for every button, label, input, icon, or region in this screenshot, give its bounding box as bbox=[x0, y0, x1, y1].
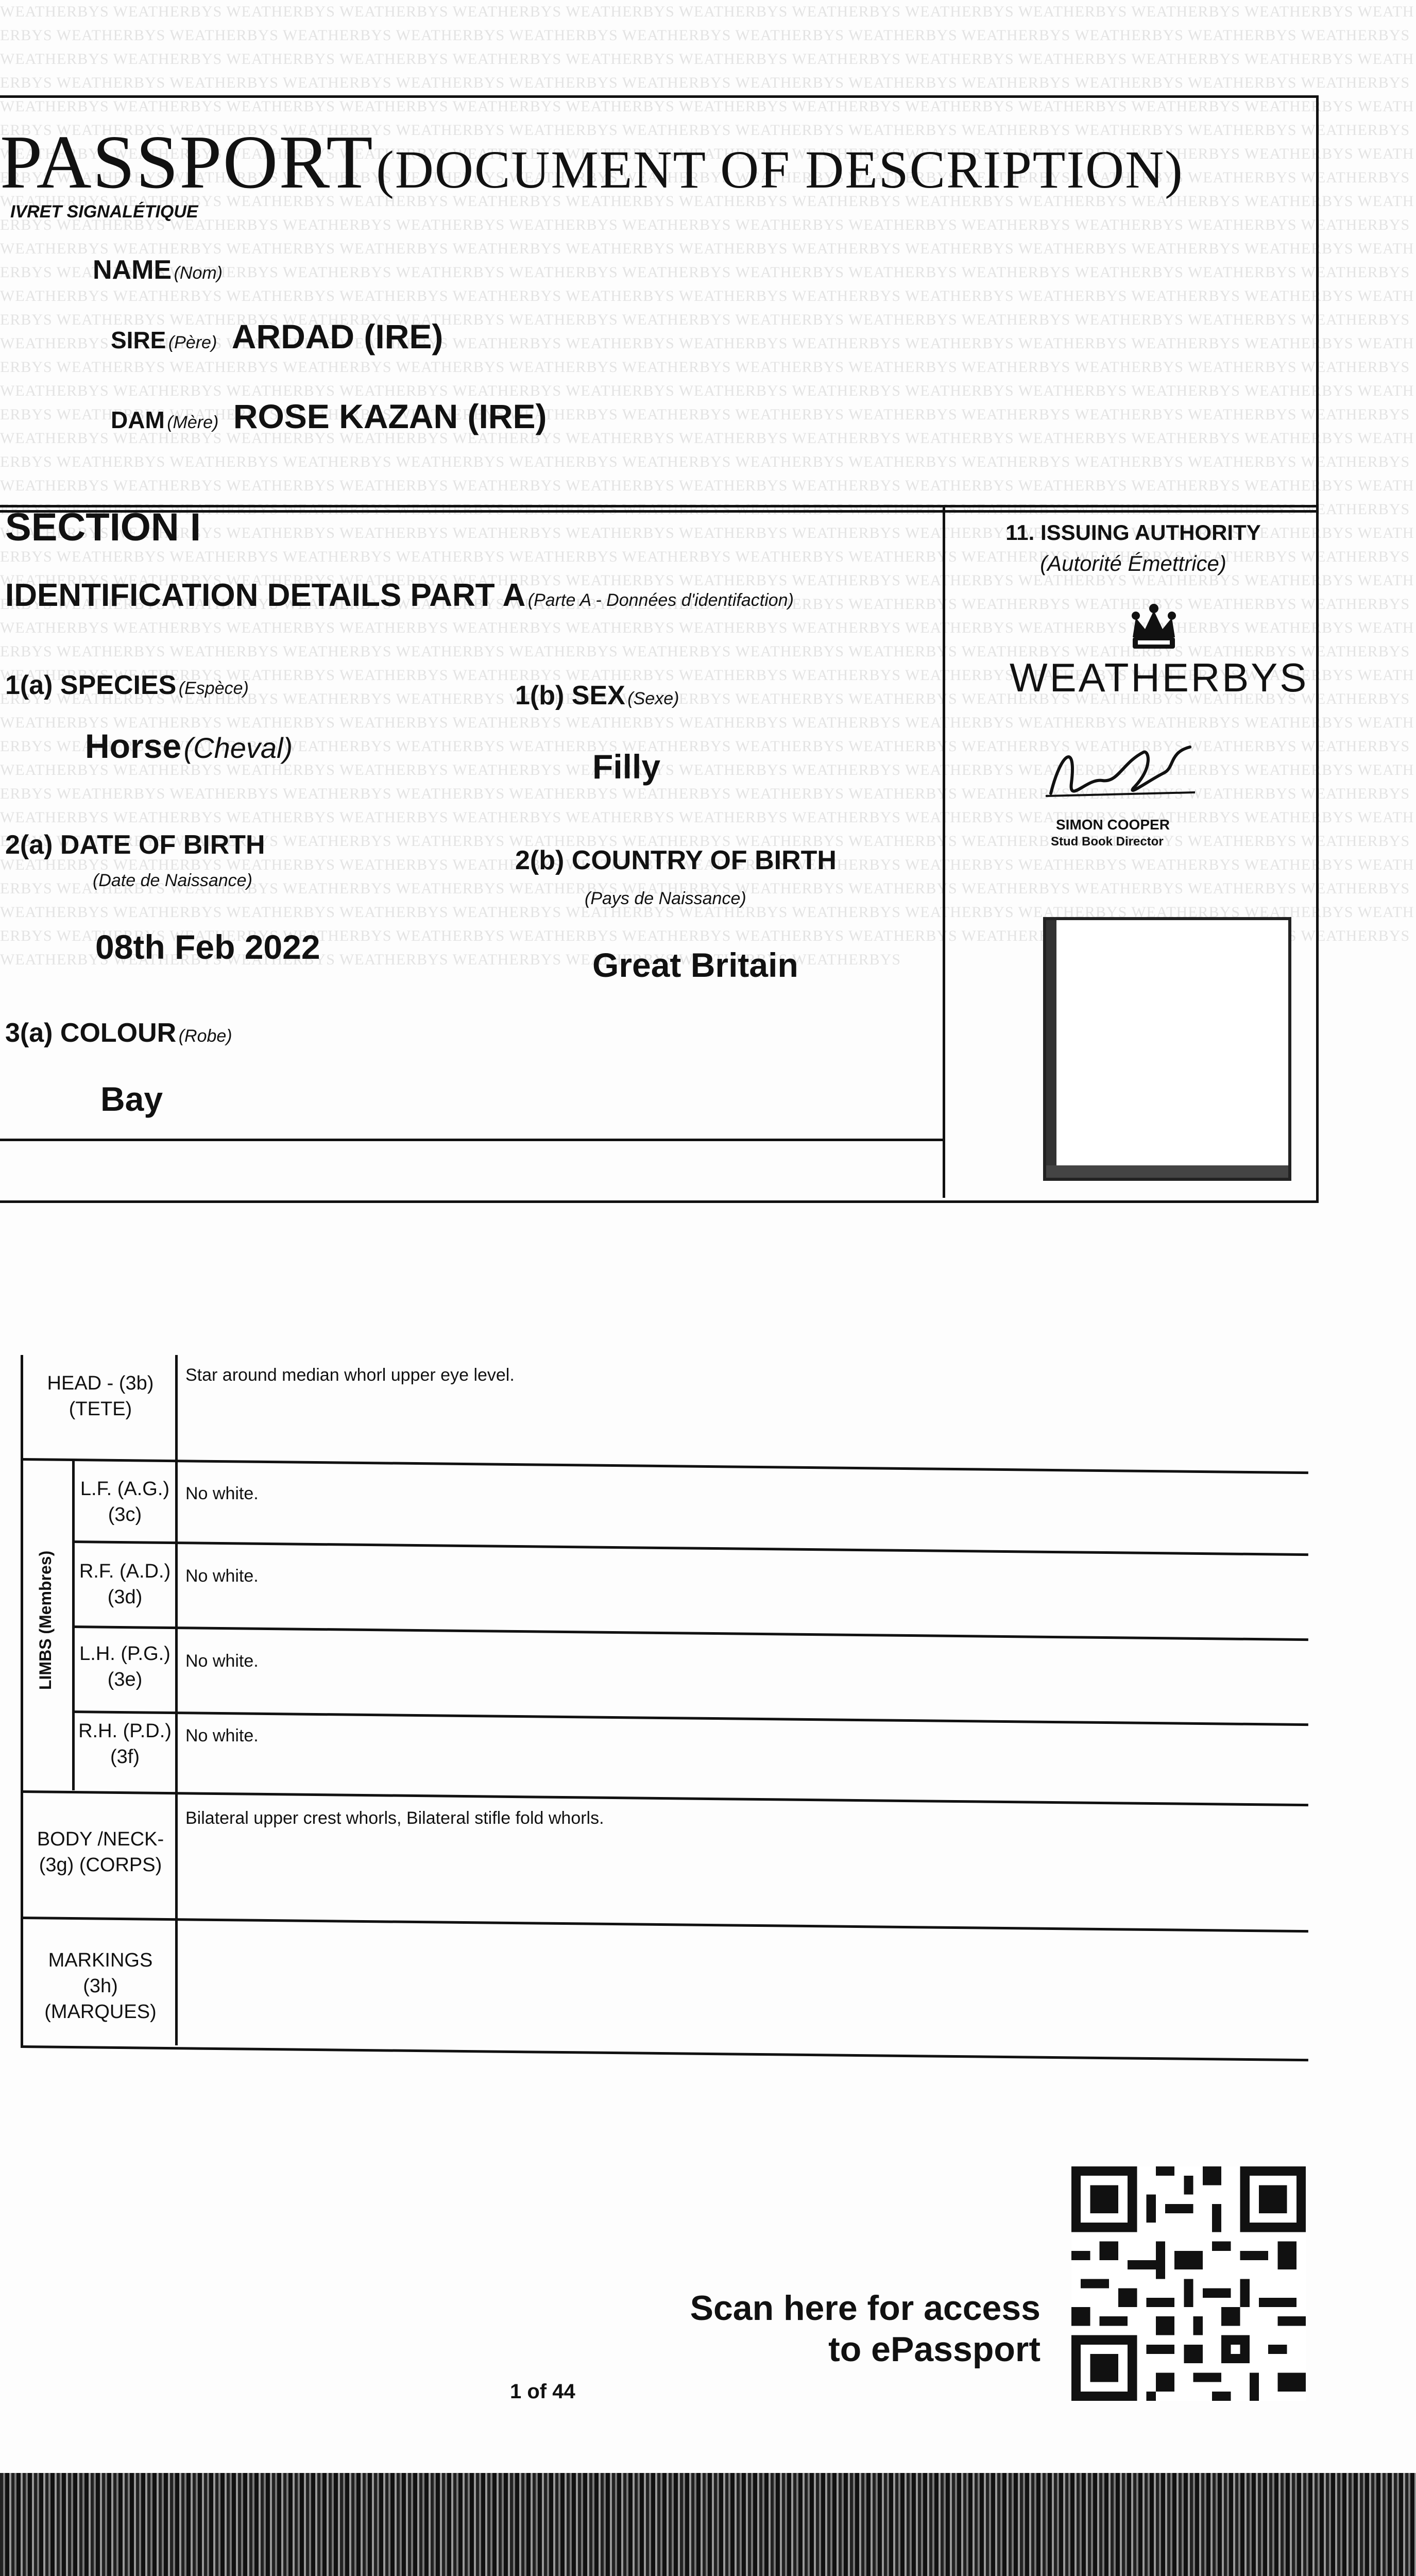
table-row-text: No white. bbox=[185, 1484, 259, 1503]
crown-logo-icon bbox=[1125, 600, 1182, 659]
table-row-text: No white. bbox=[185, 1651, 259, 1671]
signatory-title: Stud Book Director bbox=[1051, 835, 1164, 849]
sire-field: SIRE (Père) ARDAD (IRE) bbox=[111, 317, 443, 355]
signature-icon bbox=[1040, 732, 1205, 811]
dob-label: 2(a) DATE OF BIRTH bbox=[5, 830, 265, 860]
sex-value: Filly bbox=[592, 748, 661, 786]
section-subtitle: IDENTIFICATION DETAILS PART A (Parte A - Données d'identifaction) bbox=[5, 578, 794, 613]
name-field: NAME (Nom) bbox=[93, 255, 223, 285]
limbs-label: LIMBS (Membres) bbox=[36, 1550, 55, 1690]
issuing-authority-subtitle: (Autorité Émettrice) bbox=[1040, 551, 1226, 575]
markings-table-box bbox=[21, 1355, 1321, 2045]
livret-signaletique: IVRET SIGNALÉTIQUE bbox=[10, 202, 198, 222]
table-row-label: BODY /NECK- (3g) (CORPS) bbox=[37, 1828, 164, 1876]
sex-label: 1(b) SEX (Sexe) bbox=[515, 681, 679, 710]
photo-placeholder bbox=[1043, 917, 1291, 1181]
table-row-label: HEAD - (3b) (TETE) bbox=[47, 1372, 154, 1420]
weatherbys-brand: WEATHERBYS bbox=[1010, 655, 1309, 700]
species-label: 1(a) SPECIES (Espèce) bbox=[5, 670, 249, 700]
passport-title: PASSPORT (DOCUMENT OF DESCRIPTION) bbox=[0, 120, 1184, 205]
authority-divider bbox=[943, 505, 945, 1198]
table-row-text: Bilateral upper crest whorls, Bilateral stifle fold whorls. bbox=[185, 1808, 604, 1828]
page-number: 1 of 44 bbox=[510, 2380, 575, 2403]
country-value: Great Britain bbox=[592, 946, 798, 984]
species-value: Horse (Cheval) bbox=[85, 727, 293, 765]
country-label: 2(b) COUNTRY OF BIRTH bbox=[515, 845, 837, 875]
issuing-authority-title: 11. ISSUING AUTHORITY bbox=[1005, 520, 1261, 545]
table-row-label: R.H. (P.D.) (3f) bbox=[78, 1720, 172, 1768]
table-row-label: L.H. (P.G.) (3e) bbox=[79, 1643, 170, 1690]
dam-field: DAM (Mère) ROSE KAZAN (IRE) bbox=[111, 397, 547, 435]
section-bottom-rule bbox=[0, 1139, 945, 1141]
table-row-label: R.F. (A.D.) (3d) bbox=[79, 1561, 171, 1608]
country-label-fr: (Pays de Naissance) bbox=[585, 889, 746, 908]
table-row-label: L.F. (A.G.) (3c) bbox=[80, 1478, 170, 1526]
colour-label: 3(a) COLOUR (Robe) bbox=[5, 1018, 232, 1048]
table-row-text: No white. bbox=[185, 1726, 259, 1745]
dam-value: ROSE KAZAN (IRE) bbox=[233, 397, 547, 435]
section-title: SECTION I bbox=[5, 505, 201, 549]
table-row-text: Star around median whorl upper eye level. bbox=[185, 1365, 515, 1385]
scan-for-epassport-text: Scan here for access to ePassport bbox=[690, 2289, 1040, 2369]
signatory-name: SIMON COOPER bbox=[1056, 817, 1170, 833]
sire-value: ARDAD (IRE) bbox=[231, 317, 443, 355]
colour-value: Bay bbox=[100, 1080, 163, 1118]
dob-label-fr: (Date de Naissance) bbox=[93, 871, 252, 890]
scanner-edge-strip bbox=[0, 2473, 1416, 2576]
markings-label-divider bbox=[175, 1355, 178, 2045]
table-row-label: MARKINGS (3h) (MARQUES) bbox=[44, 1950, 157, 2023]
qr-code-icon[interactable] bbox=[1071, 2166, 1306, 2403]
table-row-text: No white. bbox=[185, 1566, 259, 1586]
dob-value: 08th Feb 2022 bbox=[95, 928, 320, 966]
